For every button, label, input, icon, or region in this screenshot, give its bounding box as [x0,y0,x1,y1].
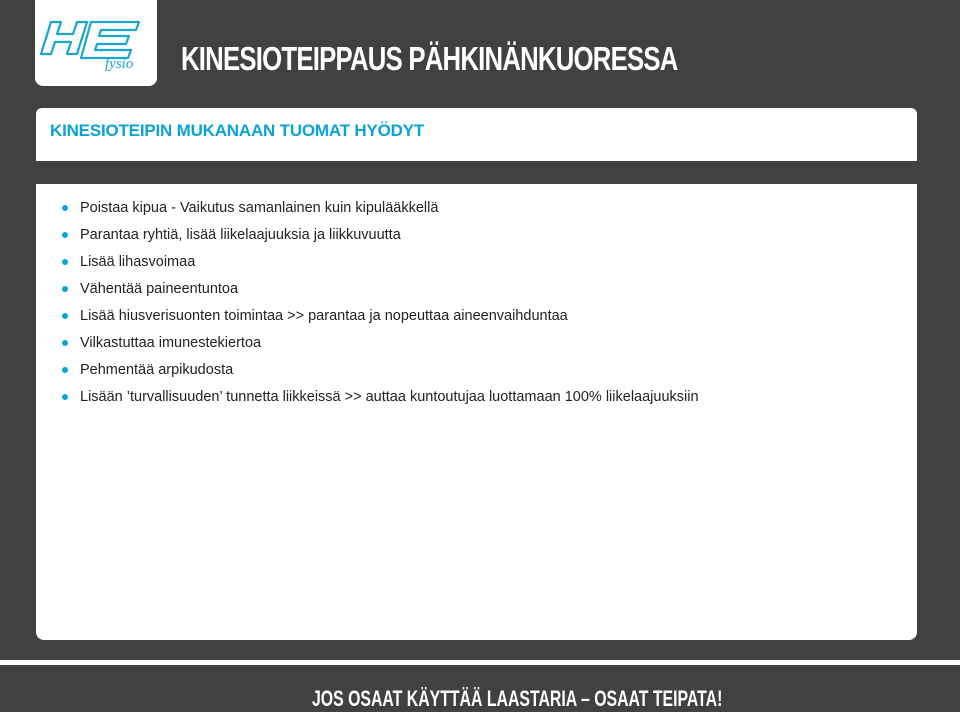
bullet-icon [62,394,68,400]
footer-divider [0,660,960,665]
list-item [62,387,699,414]
list-item-text: Vilkastuttaa imunestekiertoa [80,335,262,351]
list-item [62,360,699,387]
bullet-icon [62,205,68,211]
list-item [62,306,699,333]
list-item-text: Pehmentää arpikudosta [80,362,234,378]
bullet-icon [62,232,68,238]
content-card [36,184,917,640]
list-item-text: Poistaa kipua - Vaikutus samanlainen kuin kipulääkkellä [80,200,439,216]
bullet-icon [62,367,68,373]
he-fysio-logo [35,0,157,86]
benefits-list [62,198,699,414]
section-title: KINESIOTEIPIN MUKANAAN TUOMAT HYÖDYT [50,121,425,140]
list-item-text: Vähentää paineentuntoa [80,281,239,297]
bullet-icon [62,286,68,292]
bullet-icon [62,259,68,265]
list-item-text: Lisää hiusverisuonten toimintaa >> parantaa ja nopeuttaa aineenvaihduntaa [80,308,568,324]
bullet-icon [62,313,68,319]
footer-slogan: JOS OSAAT KÄYTTÄÄ LAASTARIA – OSAAT TEIPATA! [312,686,723,711]
list-item [62,279,699,306]
list-item [62,333,699,360]
logo-wordmark: fysio [105,56,134,72]
list-item-text: Parantaa ryhtiä, lisää liikelaajuuksia ja liikkuvuutta [80,227,401,243]
list-item-text: Lisää lihasvoimaa [80,254,196,270]
page-title: KINESIOTEIPPAUS PÄHKINÄNKUORESSA [181,40,678,77]
list-item-text: Lisään ’turvallisuuden’ tunnetta liikkeissä >> auttaa kuntoutujaa luottamaan 100% liikelaajuuksiin [80,389,699,405]
list-item [62,225,699,252]
bullet-icon [62,340,68,346]
logo-panel [35,0,157,86]
list-item [62,252,699,279]
section-header [36,108,917,161]
list-item [62,198,699,225]
